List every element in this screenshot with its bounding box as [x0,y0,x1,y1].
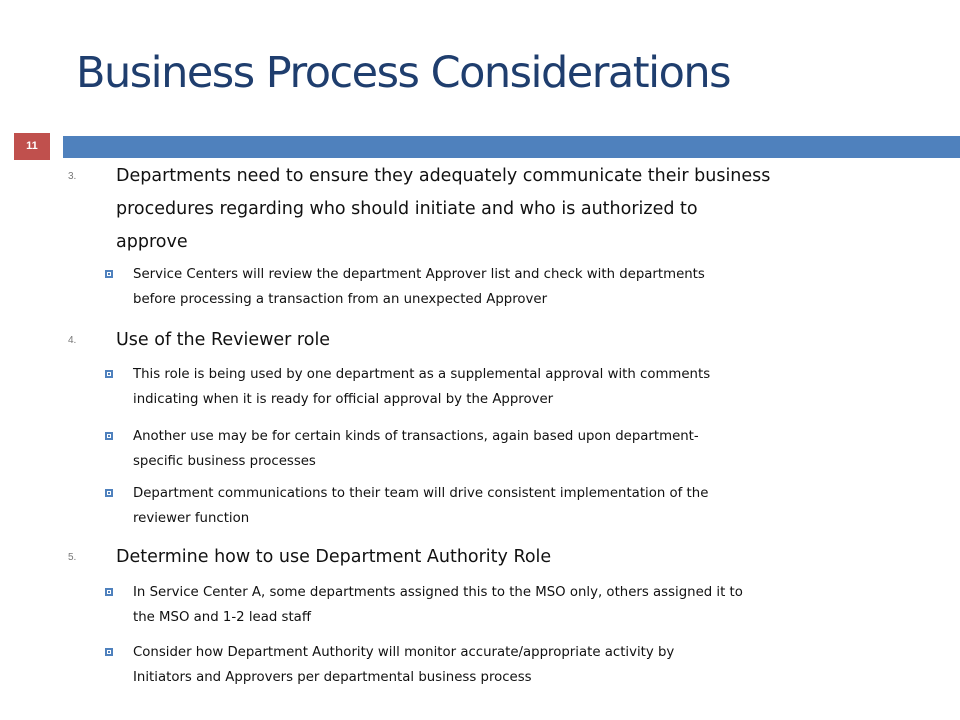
sub-bullet-text-line: Initiators and Approvers per departmental business process [133,670,532,685]
header-bar [63,136,960,158]
sub-bullet-text-line: This role is being used by one department as a supplemental approval with comments [133,367,711,382]
item-text-line: approve [116,232,188,252]
square-bullet-icon [105,489,113,497]
sub-bullet-text-line: In Service Center A, some departments assigned this to the MSO only, others assigned it to [133,585,743,600]
sub-bullet-text-line: the MSO and 1-2 lead staff [133,610,311,625]
slide-title: Business Process Considerations [76,48,731,98]
sub-bullet-text-line: specific business processes [133,454,316,469]
item-number: 5. [68,552,77,563]
square-bullet-icon [105,370,113,378]
square-bullet-icon [105,432,113,440]
sub-bullet-text-line: Service Centers will review the department Approver list and check with departments [133,267,705,282]
sub-bullet-text-line: before processing a transaction from an unexpected Approver [133,292,548,307]
item-text-line: Determine how to use Department Authority Role [116,547,552,567]
item-text-line: Departments need to ensure they adequately communicate their business [116,166,771,186]
sub-bullet-text-line: Department communications to their team will drive consistent implementation of the [133,486,709,501]
sub-bullet-text-line: Consider how Department Authority will monitor accurate/appropriate activity by [133,645,675,660]
sub-bullet-text-line: Another use may be for certain kinds of transactions, again based upon department- [133,429,699,444]
item-text-line: procedures regarding who should initiate and who is authorized to [116,199,698,219]
item-number: 4. [68,335,77,346]
slide-number: 11 [14,133,50,160]
item-number: 3. [68,171,77,182]
square-bullet-icon [105,588,113,596]
sub-bullet-text-line: indicating when it is ready for official approval by the Approver [133,392,554,407]
square-bullet-icon [105,270,113,278]
sub-bullet-text-line: reviewer function [133,511,250,526]
square-bullet-icon [105,648,113,656]
item-text-line: Use of the Reviewer role [116,330,331,350]
